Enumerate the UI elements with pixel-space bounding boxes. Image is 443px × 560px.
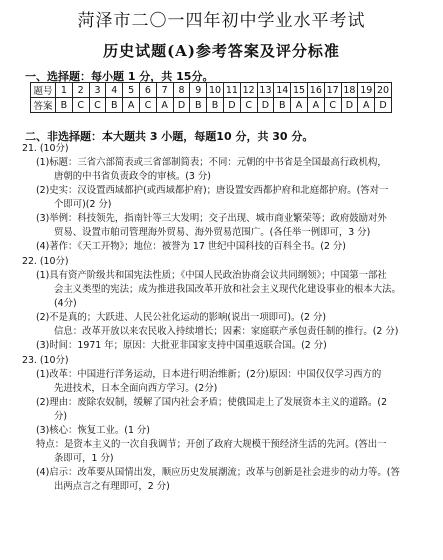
answer-line: 先进技术，日本全面向西方学习。(2分) — [54, 383, 218, 394]
answer-cell: A — [307, 98, 324, 113]
answer-cell: B — [56, 98, 73, 113]
answer-row — [31, 98, 392, 113]
answer-line: 出两点言之有理即可，2 分) — [54, 481, 170, 492]
question-number: 4 — [106, 83, 123, 98]
answer-cell: B — [207, 98, 224, 113]
answer-line: (2)理由：废除农奴制，缓解了国内社会矛盾；使俄国走上了发展资本主义的道路。(2 — [36, 397, 388, 408]
question-23-heading: 23. (10分) — [22, 355, 69, 366]
answer-cell: D — [341, 98, 358, 113]
question-number: 18 — [341, 83, 358, 98]
answer-cell: C — [72, 98, 89, 113]
row-label-number: 题号 — [31, 83, 56, 98]
answer-cell: A — [156, 98, 173, 113]
answer-cell: B — [106, 98, 123, 113]
section-1-heading: 一、选择题：每小题 1 分，共 15分。 — [25, 70, 214, 83]
answer-cell: D — [173, 98, 190, 113]
question-number: 2 — [72, 83, 89, 98]
question-number: 13 — [257, 83, 274, 98]
answer-line: (4)启示：改革要从国情出发，顺应历史发展潮流；改革与创新是社会进步的动力等。(答 — [36, 467, 400, 478]
answer-line: 个即可)(2 分) — [54, 199, 112, 210]
row-label-answer: 答案 — [31, 98, 56, 113]
question-number: 14 — [274, 83, 291, 98]
question-number: 12 — [240, 83, 257, 98]
question-number: 7 — [156, 83, 173, 98]
answer-cell: C — [139, 98, 156, 113]
answer-line: 会主义类型的宪法；成为推进我国改革开放和社会主义现代化建设事业的根本大法。 — [54, 284, 401, 295]
answer-cell: C — [89, 98, 106, 113]
answer-cell: D — [375, 98, 392, 113]
exam-title: 菏泽市二〇一四年初中学业水平考试 — [77, 11, 366, 31]
answer-line: (3)举例：科技领先，指南针等三大发明；交子出现、城市商业繁荣等；政府鼓励对外 — [36, 213, 387, 224]
answer-line: (3)核心：恢复工业。(1 分) — [36, 425, 150, 436]
answer-line: (3)时间：1971 年；原因：大批亚非国家支持中国重返联合国。(2 分) — [36, 340, 327, 351]
question-number: 6 — [139, 83, 156, 98]
answer-cell: C — [240, 98, 257, 113]
question-number: 16 — [307, 83, 324, 98]
question-number: 15 — [291, 83, 308, 98]
answer-line: 分) — [54, 411, 68, 422]
answer-line: (2)不是真的；大跃进、人民公社化运动的影响(说出一项即可)。(2 分) — [36, 312, 326, 323]
question-number: 20 — [375, 83, 392, 98]
question-number: 17 — [324, 83, 341, 98]
question-number: 8 — [173, 83, 190, 98]
answer-line: (4分) — [54, 298, 77, 309]
question-number: 19 — [358, 83, 375, 98]
answer-line: 唐朝的中书省负责政令的审核。(3 分) — [54, 171, 211, 182]
question-number: 3 — [89, 83, 106, 98]
question-number: 10 — [207, 83, 224, 98]
answer-cell: A — [123, 98, 140, 113]
answer-cell: D — [223, 98, 240, 113]
question-number: 9 — [190, 83, 207, 98]
answer-line: 特点：是资本主义的一次自我调节；开创了政府大规模干预经济生活的先河。(答出一 — [36, 439, 387, 450]
question-number: 5 — [123, 83, 140, 98]
question-number: 11 — [223, 83, 240, 98]
answer-line: (4)著作：《天工开物》；地位：被誉为 17 世纪中国科技的百科全书。(2 分) — [36, 241, 346, 252]
answer-cell: D — [257, 98, 274, 113]
answer-line: 贸易、设置市舶司管理海外贸易、海外贸易范围广。(各任举一例即可，3 分) — [54, 227, 371, 238]
question-number-row — [31, 83, 392, 98]
answer-line: (1)标题：三省六部简表或三省部制简表；不同：元朝的中书省是全国最高行政机构， — [36, 157, 387, 168]
question-21-heading: 21. (10分) — [22, 143, 69, 154]
answer-line: (1)改革：中国进行洋务运动，日本进行明治维新；(2分)原因：中国仅仅学习西方的 — [36, 369, 382, 380]
answer-table — [30, 82, 392, 113]
section-2-heading: 二、非选择题：本大题共 3 小题，每题10 分，共 30 分。 — [25, 130, 314, 143]
answer-cell: A — [358, 98, 375, 113]
answer-cell: B — [274, 98, 291, 113]
answer-line: 条即可，1 分) — [54, 453, 114, 464]
answer-cell: B — [190, 98, 207, 113]
answer-key-subtitle: 历史试题(A)参考答案及评分标准 — [103, 42, 340, 60]
question-22-heading: 22. (10分) — [22, 256, 69, 267]
answer-cell: C — [324, 98, 341, 113]
answer-line: (2)史实：汉设置西域都护(或西域都护府)；唐设置安西都护府和北庭都护府。(答对一 — [36, 185, 389, 196]
question-number: 1 — [56, 83, 73, 98]
answer-line: (1)具有资产阶级共和国宪法性质；《中国人民政治协商会议共同纲领》；中国第一部社 — [36, 270, 387, 281]
answer-cell: A — [291, 98, 308, 113]
answer-line: 信息：改革开放以来农民收入持续增长；因素：家庭联产承包责任制的推行。(2 分) — [54, 326, 399, 337]
